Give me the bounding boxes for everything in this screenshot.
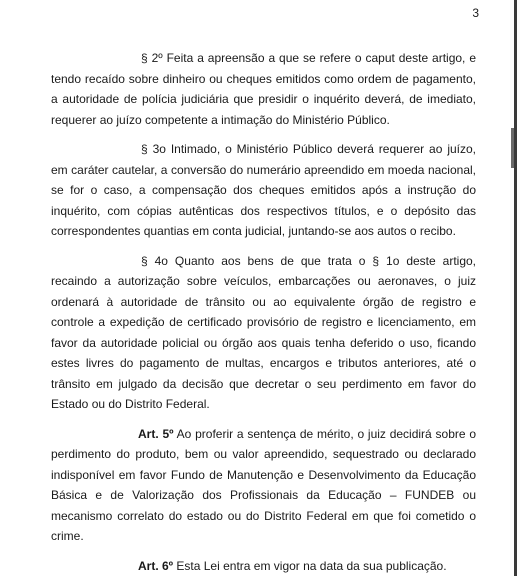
paragraph-text: Ao proferir a sentença de mérito, o juiz decidirá sobre o perdimento do produto, bem ou valor apreendido, sequestrado ou declarado indisponível em favor Fundo de Manutenção e Desenvolvimento da Educação Básica e de Valorização dos Profissionais da Educação – FUNDEB ou mecanismo correlato do estado ou do Distrito Federal em que foi cometido o crime. xyxy=(51,426,476,543)
paragraph-text: § 4o Quanto aos bens de que trata o § 1o deste artigo, recaindo a autorização sobre veículos, embarcações ou aeronaves, o juiz ordenará à autoridade de trânsito ou ao equivalente órgão de registro e controle a expedição de certificado provisório de registro e licenciamento, em favor da autoridade policial ou órgão aos quais tenha deferido o uso, ficando estes livres do pagamento de multas, encargos e tributos anteriores, até o trânsito em julgado da decisão que decretar o seu perdimento em favor do Estado ou do Distrito Federal. xyxy=(51,253,476,411)
article-label: Art. 5º xyxy=(138,426,174,441)
paragraph-text: Esta Lei entra em vigor na data da sua publicação. xyxy=(173,558,447,573)
article-label: Art. 6º xyxy=(138,558,174,573)
page-edge-mark xyxy=(511,128,514,168)
paragraph-section-3 xyxy=(51,139,476,242)
paragraph-text: § 3o Intimado, o Ministério Público deverá requerer ao juízo, em caráter cautelar, a conversão do numerário apreendido em moeda nacional, se for o caso, a compensação dos cheques emitidos após a instrução do inquérito, com cópias autênticas dos respectivos títulos, e o depósito das correspondentes quantias em conta judicial, juntando-se aos autos o recibo. xyxy=(51,142,476,238)
article-5 xyxy=(51,424,476,547)
document-body xyxy=(51,48,476,585)
page-number: 3 xyxy=(472,6,479,20)
paragraph-section-4 xyxy=(51,251,476,415)
article-6 xyxy=(51,556,476,577)
paragraph-section-2 xyxy=(51,48,476,130)
paragraph-text: § 2º Feita a apreensão a que se refere o caput deste artigo, e tendo recaído sobre dinheiro ou cheques emitidos como ordem de pagamento, a autoridade de polícia judiciária que presidir o inquérito deverá, de imediato, requerer ao juízo competente a intimação do Ministério Público. xyxy=(51,51,476,127)
